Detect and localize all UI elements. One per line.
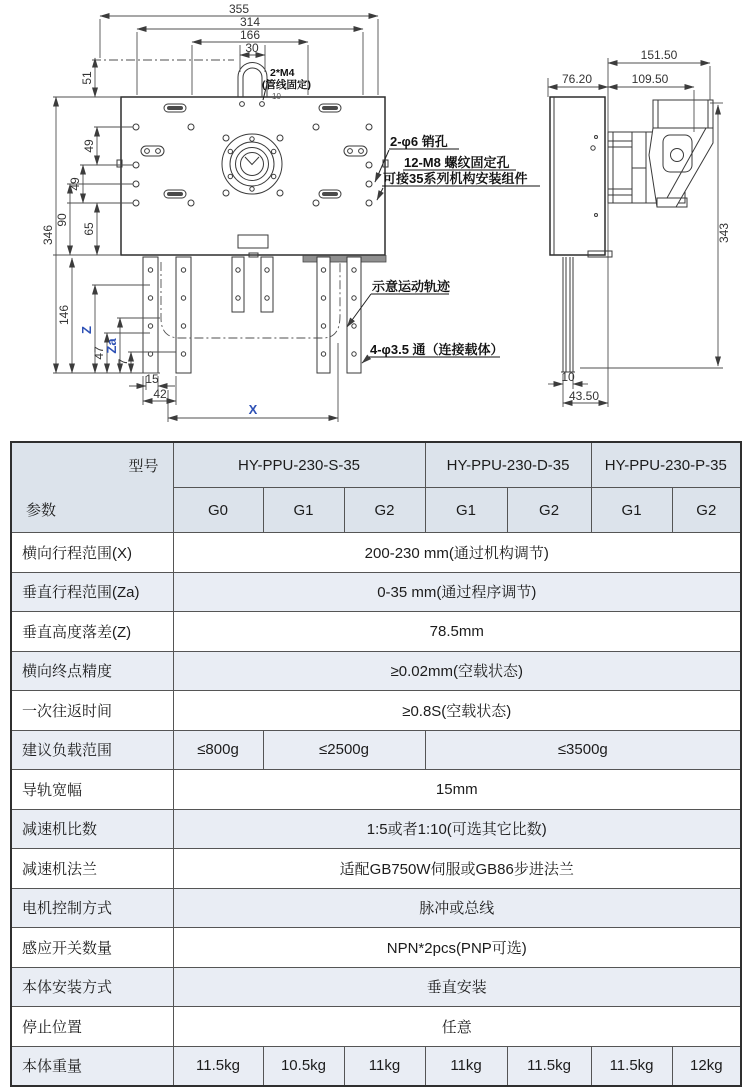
param-label-cell: 本体安装方式 (11, 967, 173, 1007)
param-label-cell: 减速机法兰 (11, 849, 173, 889)
model-header-row (11, 442, 741, 488)
spec-value-cell: ≤800g (173, 730, 263, 770)
dim-151-50: 151.50 (640, 48, 678, 62)
gear-header-cell: G2 (344, 488, 425, 533)
model-header-cell: HY-PPU-230-P-35 (591, 442, 741, 488)
table-row (11, 967, 741, 1007)
spec-value-cell: 78.5mm (173, 612, 741, 652)
spec-value-cell: ≥0.02mm(空载状态) (173, 651, 741, 691)
table-row (11, 533, 741, 573)
dim-76-20: 76.20 (561, 72, 593, 86)
dim-30: 30 (245, 41, 259, 55)
dim-346: 346 (41, 224, 55, 246)
param-label-cell: 减速机比数 (11, 809, 173, 849)
param-label-cell: 垂直高度落差(Z) (11, 612, 173, 652)
spec-value-cell: ≥0.8S(空载状态) (173, 691, 741, 731)
table-row (11, 928, 741, 968)
spec-table-wrap (10, 441, 740, 1087)
table-row (11, 651, 741, 691)
dim-7: 7 (116, 358, 130, 366)
rail-section (303, 256, 386, 263)
param-label-cell: 横向行程范围(X) (11, 533, 173, 573)
param-label-cell: 一次往返时间 (11, 691, 173, 731)
dim-47: 47 (92, 346, 106, 360)
spec-value-cell: 11kg (425, 1046, 507, 1086)
note-carrier: 4-φ3.5 通（连接载体） (370, 342, 504, 357)
spec-value-cell: 垂直安装 (173, 967, 741, 1007)
dim-355: 355 (228, 2, 250, 16)
note-pin-holes: 2-φ6 销孔 (390, 134, 448, 149)
spec-value-cell: 11kg (344, 1046, 425, 1086)
param-label-cell: 电机控制方式 (11, 888, 173, 928)
table-row (11, 612, 741, 652)
corner-label-model: 型号 (128, 458, 159, 475)
spec-value-cell: 11.5kg (507, 1046, 591, 1086)
table-row (11, 572, 741, 612)
arm-links (143, 257, 361, 373)
spec-table (10, 441, 742, 1087)
spec-value-cell: 任意 (173, 1007, 741, 1047)
m4-hole (260, 102, 265, 107)
table-row (11, 849, 741, 889)
table-row (11, 809, 741, 849)
spec-value-cell: NPN*2pcs(PNP可选) (173, 928, 741, 968)
dim-343: 343 (717, 222, 731, 244)
dim-65: 65 (82, 222, 96, 236)
param-label-cell: 导轨宽幅 (11, 770, 173, 810)
table-row (11, 770, 741, 810)
dims-bottom (129, 343, 338, 422)
spec-value-cell: 11.5kg (173, 1046, 263, 1086)
spec-value-cell: 适配GB750W伺服或GB86步进法兰 (173, 849, 741, 889)
table-row (11, 1007, 741, 1047)
model-header-cell: HY-PPU-230-S-35 (173, 442, 425, 488)
table-row (11, 691, 741, 731)
gear-header-cell: G0 (173, 488, 263, 533)
corner-label-param: 参数 (26, 502, 57, 519)
note-m4: 2*M4 (270, 67, 295, 79)
dim-15: 15 (145, 372, 159, 386)
dim-146: 146 (57, 304, 71, 326)
gear-header-cell: G1 (263, 488, 344, 533)
spec-value-cell: 脉冲或总线 (173, 888, 741, 928)
dim-z: Z (79, 326, 94, 334)
param-label-cell: 感应开关数量 (11, 928, 173, 968)
spec-value-cell: 10.5kg (263, 1046, 344, 1086)
gear-header-cell: G1 (425, 488, 507, 533)
note-m4-sub: (管线固定) (262, 79, 311, 91)
spec-value-cell: 1:5或者1:10(可选其它比数) (173, 809, 741, 849)
dim-42: 42 (153, 387, 167, 401)
table-row (11, 730, 741, 770)
dim-51: 51 (80, 71, 94, 85)
dim-za: Za (104, 338, 119, 354)
param-label-cell: 本体重量 (11, 1046, 173, 1086)
spec-value-cell: 11.5kg (591, 1046, 672, 1086)
dim-90: 90 (55, 213, 69, 227)
spec-value-cell: ≤3500g (425, 730, 741, 770)
note-mount: 可接35系列机构安装组件 (383, 171, 528, 186)
note-trajectory: 示意运动轨迹 (372, 279, 451, 294)
dim-x: X (248, 402, 258, 417)
dims-top (100, 2, 378, 101)
table-row (11, 1046, 741, 1086)
param-label-cell: 停止位置 (11, 1007, 173, 1047)
dim-10-side: 10 (561, 370, 575, 384)
dim-49a: 49 (82, 139, 96, 153)
gear-header-cell: G1 (591, 488, 672, 533)
technical-drawing (0, 0, 750, 440)
param-label-cell: 横向终点精度 (11, 651, 173, 691)
table-corner-cell (11, 442, 173, 533)
side-body (550, 97, 605, 255)
spec-value-cell: ≤2500g (263, 730, 425, 770)
side-view (548, 48, 731, 407)
spec-value-cell: 12kg (672, 1046, 741, 1086)
gear-header-cell: G2 (507, 488, 591, 533)
note-thread-holes: 12-M8 螺纹固定孔 (404, 155, 510, 170)
param-label-cell: 垂直行程范围(Za) (11, 572, 173, 612)
spec-value-cell: 200-230 mm(通过机构调节) (173, 533, 741, 573)
param-label-cell: 建议负载范围 (11, 730, 173, 770)
dim-166: 166 (239, 28, 261, 42)
table-row (11, 888, 741, 928)
model-header-cell: HY-PPU-230-D-35 (425, 442, 591, 488)
front-view (41, 2, 540, 422)
side-arm (561, 251, 612, 372)
dim-10-m4: 10 (272, 92, 281, 101)
gear-header-cell: G2 (672, 488, 741, 533)
dim-49b: 49 (68, 177, 82, 191)
dim-314: 314 (239, 15, 261, 29)
dim-43-50: 43.50 (568, 389, 600, 403)
m4-hole (240, 102, 245, 107)
spec-value-cell: 0-35 mm(通过程序调节) (173, 572, 741, 612)
spec-value-cell: 15mm (173, 770, 741, 810)
dim-109-50: 109.50 (631, 72, 669, 86)
motor-assembly (608, 100, 713, 207)
